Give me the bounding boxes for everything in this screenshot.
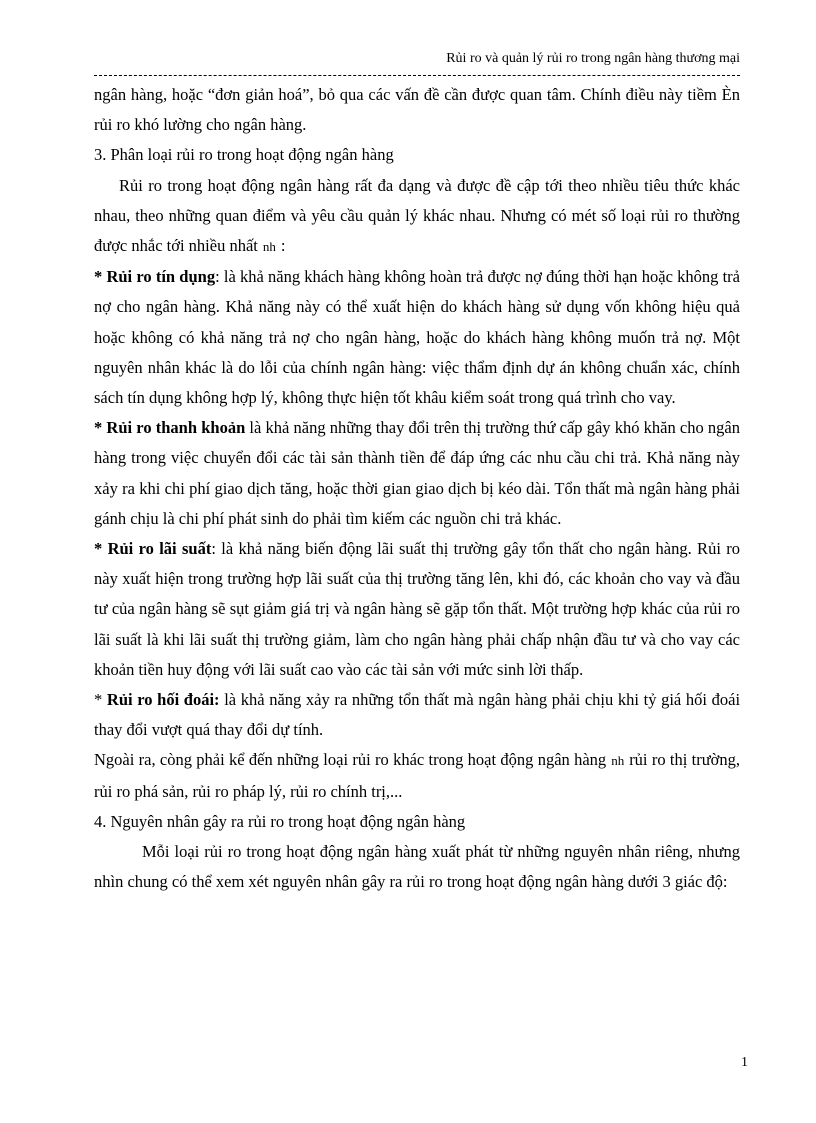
section-heading-4: 4. Nguyên nhân gây ra rủi ro trong hoạt động ngân hàng (94, 811, 466, 831)
other-risks-text: Ngoài ra, còng phải kể đến những loại rủi ro khác trong hoạt động ngân hàng (94, 750, 607, 770)
paragraph-intro (94, 171, 740, 263)
liquidity-risk-text: là khả năng những thay đổi trên thị trường thứ cấp gây khó khăn cho ngân hàng trong việc chuyển đổi các tài sản thành tiền để đáp ứng các nhu cầu chi trả. Khả năng này xảy ra khi chi phí giao dịch tăng, hoặc thời gian giao dịch bị kéo dài. Tổn thất mà ngân hàng phải gánh chịu là chi phí phát sinh do phải tìm kiếm các nguồn chi trả khác. (94, 418, 740, 528)
interest-risk-term: * Rủi ro lãi suất (94, 539, 212, 559)
credit-risk-term: * Rủi ro tín dụng (94, 267, 216, 287)
causes-paragraph: Mỗi loại rủi ro trong hoạt động ngân hàng xuất phát từ những nguyên nhân riêng, nhưng nhìn chung có thể xem xét nguyên nhân gây ra rủi ro trong hoạt động ngân hàng dưới 3 giác độ: (94, 842, 740, 892)
inline-mark: nh (611, 753, 625, 769)
fx-risk-term: Rủi ro hối đoái: (106, 690, 220, 710)
fx-risk-text: là khả năng xảy ra những tổn thất mà ngân hàng phải chịu khi tỷ giá hối đoái thay đổi vượt quá thay đổi dự tính. (94, 690, 741, 740)
fx-risk-bullet: * (94, 690, 107, 710)
paragraph-intro-text: Rủi ro trong hoạt động ngân hàng rất đa dạng và được đề cập tới theo nhiều tiêu thức khác nhau, theo những quan điểm và yêu cầu quản lý khác nhau. Nhưng có mét số loại rủi ro thường được nhắc tới nhiều nhất (94, 175, 740, 256)
page-number: 1 (741, 1055, 748, 1070)
other-risks-list: rủi ro thị trường, rủi ro phá sản, rủi ro pháp lý, rủi ro chính trị,... (94, 750, 740, 801)
paragraph-intro-end: : (280, 236, 286, 256)
inline-mark: nh (262, 239, 276, 255)
other-risks-paragraph (94, 745, 740, 806)
document-body (94, 80, 740, 897)
credit-risk-paragraph (94, 262, 740, 413)
interest-risk-paragraph (94, 534, 740, 685)
liquidity-risk-paragraph (94, 413, 740, 534)
section-heading-3: 3. Phân loại rủi ro trong hoạt động ngân hàng (94, 145, 394, 165)
credit-risk-text: : là khả năng khách hàng không hoàn trả được nợ đúng thời hạn hoặc không trả nợ cho ngân hàng. Khả năng này có thể xuất hiện do khách hàng sử dụng vốn không hiệu quả hoặc không có khả năng trả nợ cho ngân hàng, hoặc do khách hàng không muốn trả nợ. Một nguyên nhân khác là do lỗi của chính ngân hàng: việc thẩm định dự án không chuẩn xác, chính sách tín dụng không hợp lý, không thực hiện tốt khâu kiểm soát trong quá trình cho vay. (94, 267, 740, 408)
paragraph-continuation: ngân hàng, hoặc “đơn giản hoá”, bỏ qua các vấn đề cần được quan tâm. Chính điều này tiềm Èn rủi ro khó lường cho ngân hàng. (94, 85, 740, 135)
fx-risk-paragraph (94, 685, 740, 745)
running-header: Rủi ro và quản lý rủi ro trong ngân hàng thương mại (446, 51, 740, 66)
interest-risk-text: : là khả năng biến động lãi suất thị trường gây tổn thất cho ngân hàng. Rủi ro này xuất hiện trong trường hợp lãi suất của thị trường tăng lên, khi đó, các khoản cho vay và đầu tư của ngân hàng sẽ sụt giảm giá trị và ngân hàng sẽ gặp tổn thất. Một trường hợp khác của rủi ro lãi suất là khi lãi suất thị trường giảm, làm cho ngân hàng phải chấp nhận đầu tư và cho vay các khoản tiền huy động với lãi suất cao vào các tài sản với mức sinh lời thấp. (94, 539, 740, 679)
header-divider (94, 75, 740, 76)
liquidity-risk-term: * Rủi ro thanh khoản (94, 418, 246, 438)
